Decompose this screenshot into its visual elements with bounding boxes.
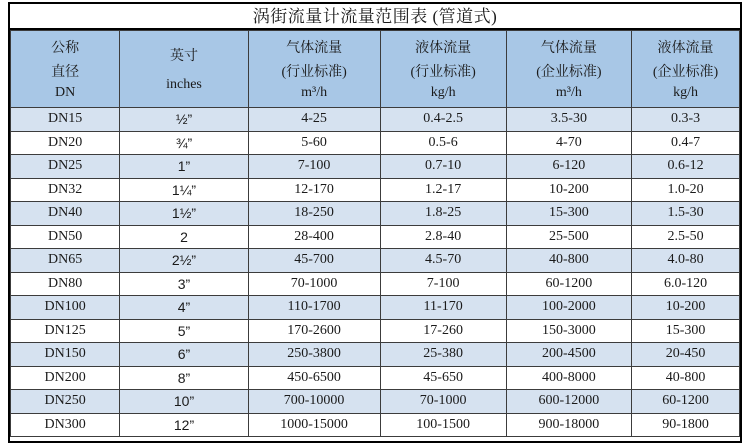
cell: 3” <box>120 272 248 296</box>
cell: 0.4-7 <box>632 131 740 155</box>
cell: 18-250 <box>248 202 380 226</box>
header-line: m³/h <box>555 85 582 100</box>
cell: 28-400 <box>248 225 380 249</box>
cell: 1” <box>120 155 248 179</box>
cell: 40-800 <box>632 366 740 390</box>
cell: 4-70 <box>506 131 631 155</box>
header-line: 液体流量 <box>415 41 472 56</box>
header-line: kg/h <box>673 85 698 100</box>
header-line: inches <box>166 77 202 92</box>
cell-dn: DN200 <box>11 366 120 390</box>
cell: 1.0-20 <box>632 178 740 202</box>
cell: 100-2000 <box>506 296 631 320</box>
table-body <box>11 108 740 437</box>
cell: 6” <box>120 343 248 367</box>
cell: 2½” <box>120 249 248 273</box>
cell: 1½” <box>120 202 248 226</box>
cell-dn: DN40 <box>11 202 120 226</box>
cell: 0.4-2.5 <box>380 108 506 132</box>
header-line: (行业标准) <box>410 65 476 80</box>
cell-dn: DN300 <box>11 413 120 437</box>
table-row <box>11 272 740 296</box>
cell: 900-18000 <box>506 413 631 437</box>
table-row <box>11 202 740 226</box>
header-line: (行业标准) <box>281 65 347 80</box>
cell: ½” <box>120 108 248 132</box>
cell: 70-1000 <box>380 390 506 414</box>
cell: 700-10000 <box>248 390 380 414</box>
cell-dn: DN20 <box>11 131 120 155</box>
cell: ¾” <box>120 131 248 155</box>
header-line: 液体流量 <box>657 41 714 56</box>
header-line: (企业标准) <box>536 65 602 80</box>
cell-dn: DN80 <box>11 272 120 296</box>
cell-dn: DN150 <box>11 343 120 367</box>
cell: 400-8000 <box>506 366 631 390</box>
col-header-liquid-enterprise <box>632 31 740 108</box>
cell-dn: DN32 <box>11 178 120 202</box>
header-line: kg/h <box>430 85 456 100</box>
header-line: 英寸 <box>169 49 198 64</box>
table-header <box>11 31 740 108</box>
table-row <box>11 343 740 367</box>
cell: 5” <box>120 319 248 343</box>
data-table <box>10 30 740 437</box>
cell: 90-1800 <box>632 413 740 437</box>
header-line: m³/h <box>301 85 328 100</box>
table-row <box>11 108 740 132</box>
cell-dn: DN25 <box>11 155 120 179</box>
cell: 4.0-80 <box>632 249 740 273</box>
cell: 600-12000 <box>506 390 631 414</box>
table-row <box>11 131 740 155</box>
table-row <box>11 296 740 320</box>
cell: 11-170 <box>380 296 506 320</box>
cell: 4.5-70 <box>380 249 506 273</box>
header-line: 气体流量 <box>540 41 597 56</box>
cell: 4” <box>120 296 248 320</box>
cell: 60-1200 <box>632 390 740 414</box>
cell: 3.5-30 <box>506 108 631 132</box>
cell: 7-100 <box>248 155 380 179</box>
cell-dn: DN250 <box>11 390 120 414</box>
cell: 1.8-25 <box>380 202 506 226</box>
table-row <box>11 155 740 179</box>
cell: 40-800 <box>506 249 631 273</box>
flow-range-table <box>8 2 742 443</box>
header-line: 气体流量 <box>286 41 343 56</box>
cell: 45-700 <box>248 249 380 273</box>
cell: 15-300 <box>632 319 740 343</box>
cell: 1000-15000 <box>248 413 380 437</box>
cell: 0.7-10 <box>380 155 506 179</box>
table-row <box>11 178 740 202</box>
cell: 1¼” <box>120 178 248 202</box>
table-row <box>11 390 740 414</box>
table-row <box>11 249 740 273</box>
col-header-dn <box>11 31 120 108</box>
header-line: DN <box>55 85 76 100</box>
cell: 25-500 <box>506 225 631 249</box>
cell-dn: DN15 <box>11 108 120 132</box>
cell: 10” <box>120 390 248 414</box>
cell-dn: DN50 <box>11 225 120 249</box>
cell: 45-650 <box>380 366 506 390</box>
table-row <box>11 225 740 249</box>
cell: 6.0-120 <box>632 272 740 296</box>
col-header-liquid-industry <box>380 31 506 108</box>
cell: 0.6-12 <box>632 155 740 179</box>
cell: 450-6500 <box>248 366 380 390</box>
table-title: 涡街流量计流量范围表 (管道式) <box>10 4 740 30</box>
cell: 1.5-30 <box>632 202 740 226</box>
header-line: (企业标准) <box>652 65 719 80</box>
col-header-gas-enterprise <box>506 31 631 108</box>
cell: 170-2600 <box>248 319 380 343</box>
cell: 250-3800 <box>248 343 380 367</box>
cell: 12-170 <box>248 178 380 202</box>
cell: 10-200 <box>632 296 740 320</box>
cell: 100-1500 <box>380 413 506 437</box>
cell: 110-1700 <box>248 296 380 320</box>
cell: 20-450 <box>632 343 740 367</box>
cell: 5-60 <box>248 131 380 155</box>
cell: 25-380 <box>380 343 506 367</box>
table-row <box>11 413 740 437</box>
table-row <box>11 319 740 343</box>
cell: 60-1200 <box>506 272 631 296</box>
header-line: 直径 <box>51 65 80 80</box>
cell: 6-120 <box>506 155 631 179</box>
cell: 200-4500 <box>506 343 631 367</box>
cell: 2.5-50 <box>632 225 740 249</box>
col-header-gas-industry <box>248 31 380 108</box>
cell-dn: DN100 <box>11 296 120 320</box>
cell: 8” <box>120 366 248 390</box>
cell: 150-3000 <box>506 319 631 343</box>
cell: 10-200 <box>506 178 631 202</box>
cell: 2.8-40 <box>380 225 506 249</box>
cell-dn: DN65 <box>11 249 120 273</box>
table-row <box>11 366 740 390</box>
cell: 12” <box>120 413 248 437</box>
cell: 0.3-3 <box>632 108 740 132</box>
header-row <box>11 31 740 108</box>
cell: 1.2-17 <box>380 178 506 202</box>
cell: 4-25 <box>248 108 380 132</box>
cell: 7-100 <box>380 272 506 296</box>
cell: 17-260 <box>380 319 506 343</box>
cell: 2 <box>120 225 248 249</box>
cell-dn: DN125 <box>11 319 120 343</box>
header-line: 公称 <box>51 41 80 56</box>
cell: 70-1000 <box>248 272 380 296</box>
cell: 0.5-6 <box>380 131 506 155</box>
col-header-inches <box>120 31 248 108</box>
cell: 15-300 <box>506 202 631 226</box>
